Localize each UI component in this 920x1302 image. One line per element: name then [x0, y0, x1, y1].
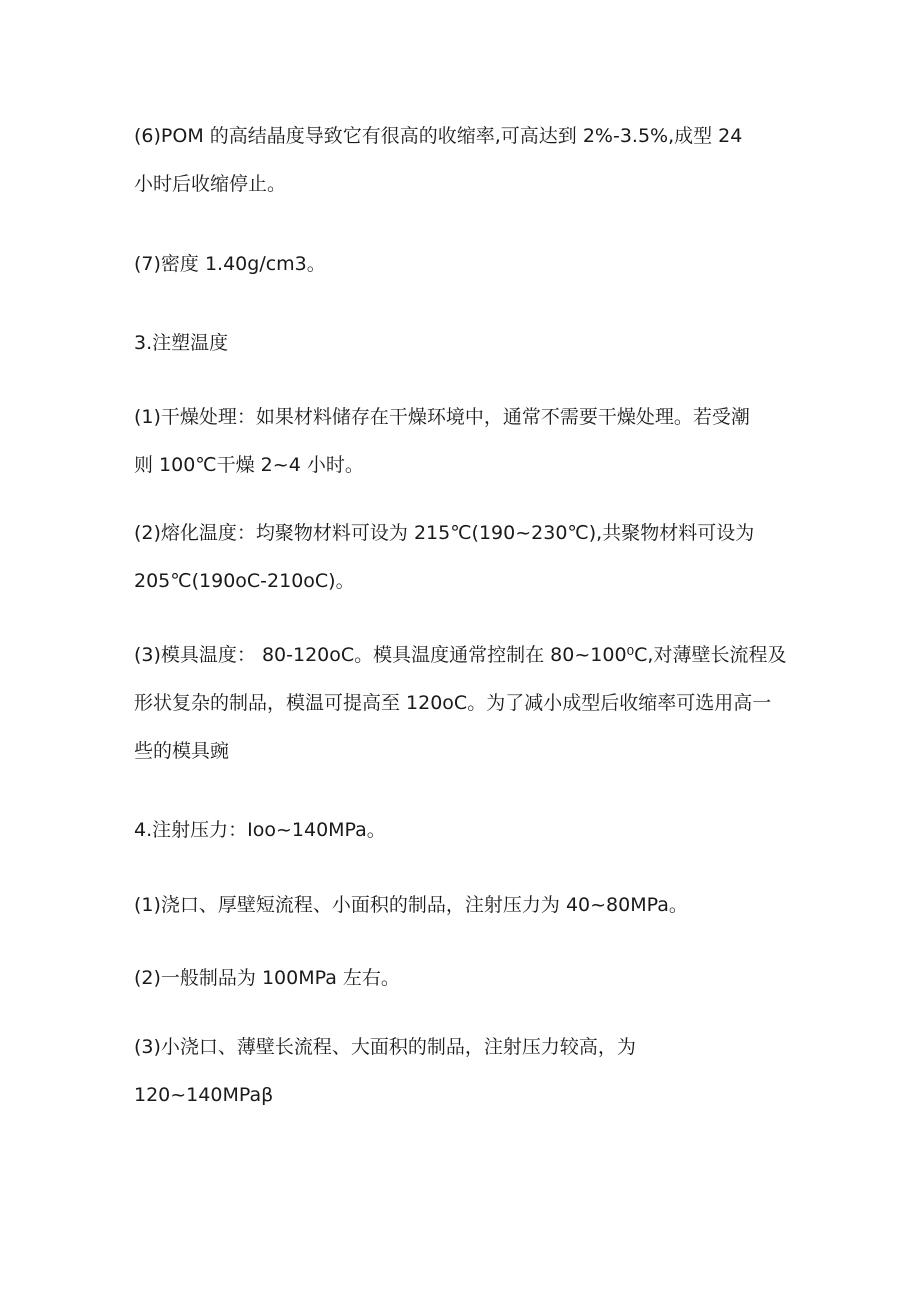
paragraph-drying	[134, 393, 794, 489]
section-heading-injection-temperature	[134, 319, 794, 367]
text-line: 些的模具豌	[134, 740, 230, 762]
paragraph-pressure-general	[134, 954, 794, 1002]
text-line: (2)熔化温度：均聚物材料可设为 215℃(190~230℃),共聚物材料可设为	[134, 522, 755, 544]
paragraph-pressure-high	[134, 1023, 794, 1119]
text-line: 4.注射压力：Ioo~140MPa。	[134, 819, 386, 841]
text-line: (1)浇口、厚壁短流程、小面积的制品，注射压力为 40~80MPa。	[134, 894, 688, 916]
text-line: (6)POM 的高结晶度导致它有很高的收缩率,可高达到 2%-3.5%,成型 24	[134, 125, 743, 147]
text-line: 形状复杂的制品，模温可提高至 120oC。为了减小成型后收缩率可选用高一	[134, 692, 772, 714]
paragraph-pressure-low	[134, 881, 794, 929]
text-line: 205℃(190oC-210oC)。	[134, 570, 355, 592]
text-line: 120~140MPaβ	[134, 1084, 274, 1106]
paragraph-shrinkage	[134, 112, 794, 208]
paragraph-melt-temperature	[134, 509, 794, 605]
paragraph-mold-temperature	[134, 631, 794, 775]
section-heading-injection-pressure	[134, 806, 794, 854]
text-line: (2)一般制品为 100MPa 左右。	[134, 967, 400, 989]
text-line: (7)密度 1.40g∕cm3。	[134, 253, 326, 275]
text-line: (1)干燥处理：如果材料储存在干燥环境中，通常不需要干燥处理。若受潮	[134, 406, 750, 428]
text-line: 小时后收缩停止。	[134, 173, 287, 195]
text-line: (3)小浇口、薄壁长流程、大面积的制品，注射压力较高，为	[134, 1036, 636, 1058]
text-line: 3.注塑温度	[134, 332, 229, 354]
text-line: (3)模具温度： 80-120oC。模具温度通常控制在 80~100⁰C,对薄壁长流程及	[134, 644, 787, 666]
text-line: 则 100℃干燥 2~4 小时。	[134, 454, 364, 476]
paragraph-density	[134, 240, 794, 288]
